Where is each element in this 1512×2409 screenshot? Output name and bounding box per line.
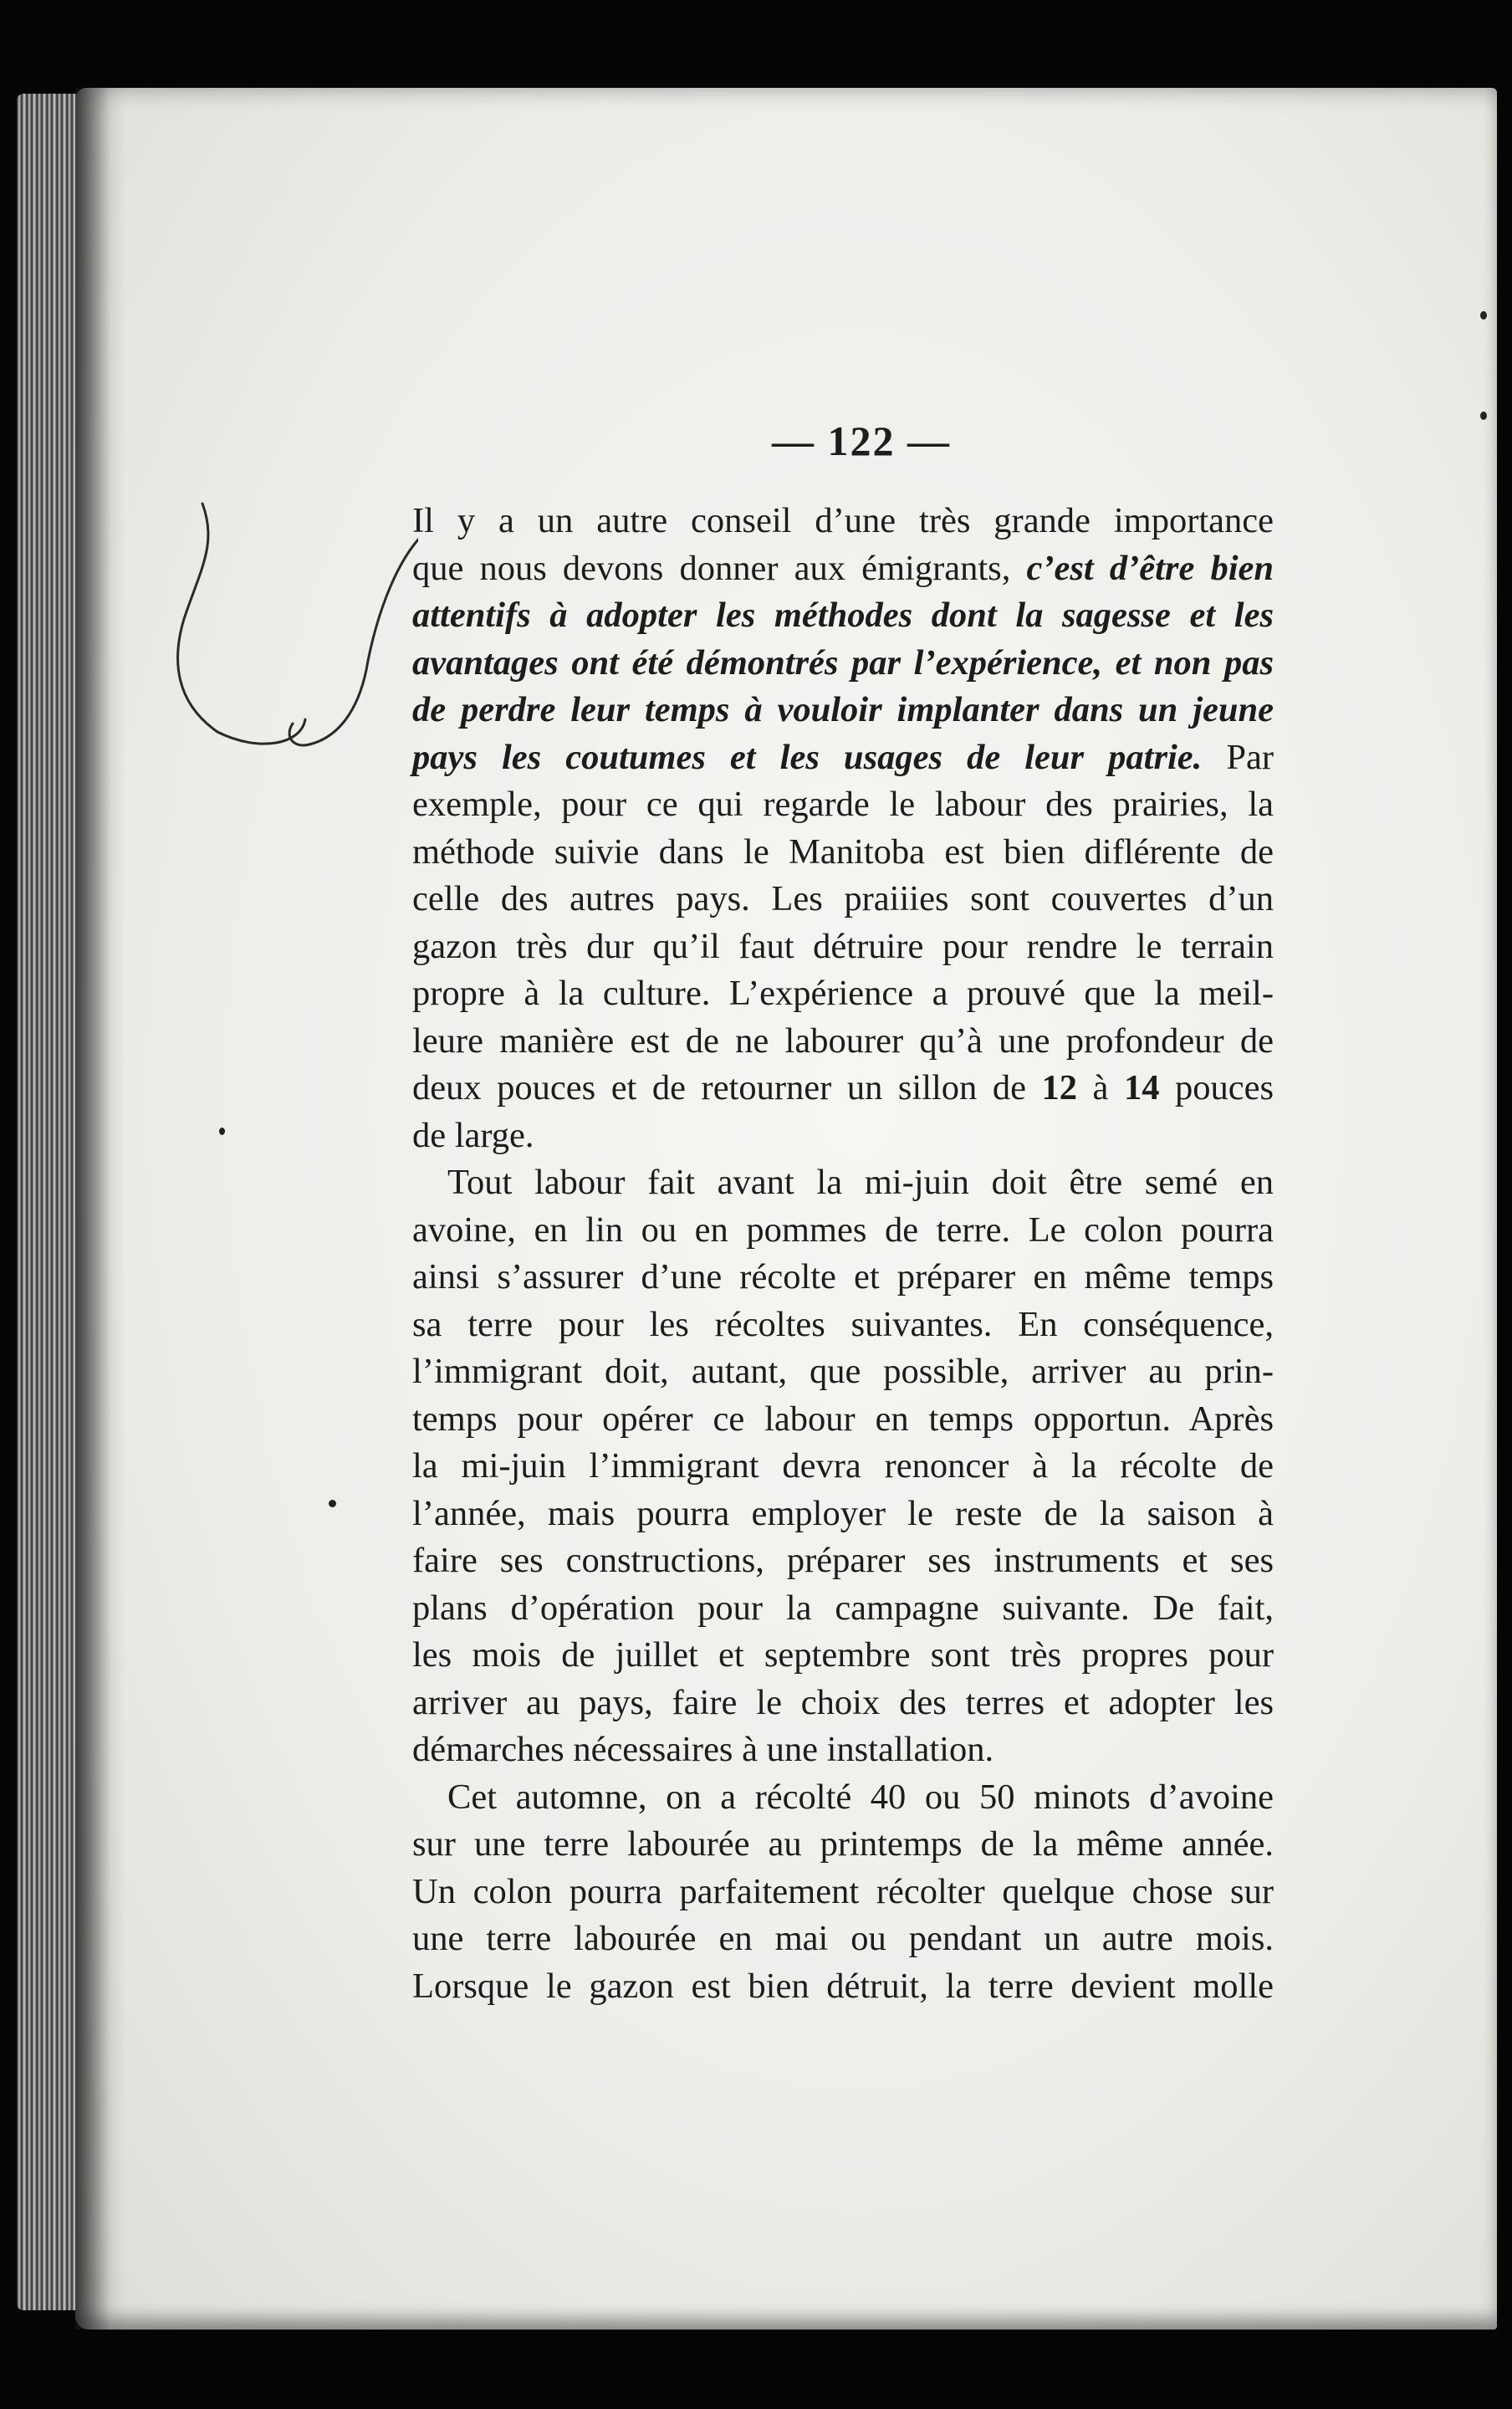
speck-mark [1480, 311, 1487, 320]
text-line [412, 1396, 1274, 1444]
text-run: les mois de juillet et septembre sont très propres pour [412, 1635, 1274, 1675]
text-run: Tout labour fait avant la mi-juin doit être semé en [447, 1163, 1274, 1202]
text-line [412, 923, 1274, 971]
text-line [412, 498, 1274, 545]
text-run: méthode suivie dans le Manitoba est bien diflérente de [412, 831, 1274, 872]
paragraph [412, 1159, 1274, 1774]
text-run: leure manière est de ne labourer qu’à une profondeur de [412, 1020, 1274, 1061]
text-run: l’année, mais pourra employer le reste de la saison à [412, 1493, 1274, 1533]
text-line [412, 1065, 1274, 1112]
speck-mark [329, 1500, 336, 1507]
text-run: à [1077, 1068, 1124, 1107]
text-line [412, 1821, 1274, 1869]
text-line [412, 1348, 1274, 1396]
text-run: de large. [412, 1115, 534, 1155]
text-run: gazon très dur qu’il faut détruire pour rendre le terrain [412, 926, 1274, 966]
text-run: la mi-juin l’immigrant devra renoncer à la récolte de [412, 1446, 1274, 1486]
text-run: Il y a un autre conseil d’une très grande importance [412, 501, 1274, 540]
text-run: sa terre pour les récoltes suivantes. En conséquence, [412, 1304, 1274, 1344]
text-run: une terre labourée en mai ou pendant un autre mois. [412, 1919, 1274, 1958]
text-line [412, 1726, 1274, 1774]
italic-text: attentifs à adopter les méthodes dont la sagesse et les [412, 596, 1274, 635]
text-line [412, 1774, 1274, 1822]
text-line [412, 781, 1274, 829]
text-line [412, 876, 1274, 923]
text-line [412, 1537, 1274, 1585]
text-line [412, 1254, 1274, 1302]
text-run: propre à la culture. L’expérience a prouvé que la meil- [412, 974, 1274, 1013]
text-run: l’immigrant doit, autant, que possible, arriver au prin- [412, 1352, 1274, 1391]
text-line [412, 687, 1274, 734]
text-run: exemple, pour ce qui regarde le labour des prairies, la [412, 785, 1274, 824]
book-gutter-shadow [75, 88, 125, 2330]
text-line [412, 1443, 1274, 1491]
italic-text: pays les coutumes et les usages de leur patrie. [412, 737, 1203, 777]
text-line [412, 970, 1274, 1018]
body-text [412, 498, 1274, 2010]
text-line [412, 734, 1274, 782]
handwritten-margin-mark-icon [167, 494, 418, 761]
paragraph [412, 1774, 1274, 2011]
text-run: faire ses constructions, préparer ses instruments et ses [412, 1541, 1274, 1580]
text-line [412, 1632, 1274, 1680]
page-number: — 122 — [772, 417, 951, 464]
text-line [412, 1963, 1274, 2011]
text-line [412, 1018, 1274, 1066]
text-run: temps pour opérer ce labour en temps opportun. Après [412, 1399, 1274, 1439]
text-run: deux pouces et de retourner un sillon de [412, 1068, 1042, 1107]
text-line [412, 1491, 1274, 1538]
text-run: avoine, en lin ou en pommes de terre. Le colon pourra [412, 1210, 1274, 1250]
text-line [412, 1869, 1274, 1916]
text-line [412, 829, 1274, 877]
text-run: plans d’opération pour la campagne suivante. De fait, [412, 1588, 1274, 1628]
text-run: Cet automne, on a récolté 40 ou 50 minots d’avoine [447, 1777, 1274, 1817]
text-line [412, 1680, 1274, 1727]
text-run: pouces [1159, 1068, 1274, 1107]
text-line [412, 592, 1274, 640]
text-run: 12 [1041, 1068, 1077, 1107]
speck-mark [1480, 412, 1487, 420]
italic-text: c’est d’être bien [1026, 548, 1274, 588]
text-run: Lorsque le gazon est bien détruit, la terre devient molle [412, 1966, 1274, 2006]
text-line [412, 640, 1274, 688]
text-line [412, 1585, 1274, 1633]
text-line [412, 1915, 1274, 1963]
text-run: démarches nécessaires à une installation. [412, 1730, 994, 1769]
text-run: sur une terre labourée au printemps de la même année. [412, 1824, 1274, 1864]
text-line [412, 1207, 1274, 1255]
speck-mark [219, 1128, 225, 1135]
italic-text: de perdre leur temps à vouloir implanter dans un jeune [412, 690, 1274, 729]
text-run: Un colon pourra parfaitement récolter quelque chose sur [412, 1871, 1274, 1911]
text-run: que nous devons donner aux émigrants, [412, 548, 1027, 588]
text-line [412, 1112, 1274, 1160]
text-run: celle des autres pays. Les praiiies sont couvertes d’un [412, 879, 1274, 918]
text-run: Par [1202, 737, 1274, 777]
text-line [412, 1159, 1274, 1207]
text-line [412, 1302, 1274, 1349]
text-run: 14 [1123, 1068, 1160, 1107]
text-line [412, 545, 1274, 593]
text-run: ainsi s’assurer d’une récolte et préparer en même temps [412, 1257, 1274, 1297]
italic-text: avantages ont été démontrés par l’expérience, et non pas [412, 642, 1274, 683]
paragraph [412, 498, 1274, 1159]
text-run: arriver au pays, faire le choix des terres et adopter les [412, 1682, 1274, 1722]
